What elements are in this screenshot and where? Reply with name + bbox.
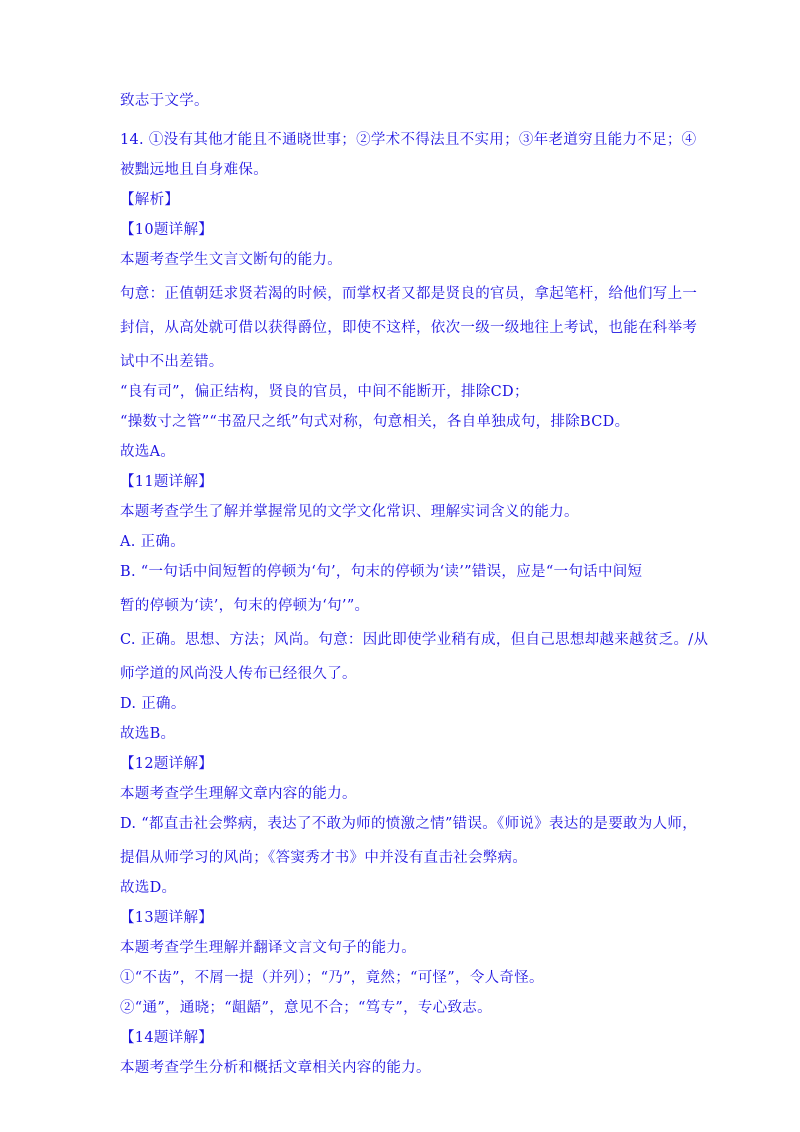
document-body	[120, 91, 709, 1078]
text-line: A. 正确。	[120, 534, 185, 550]
text-line: 提倡从师学习的风尚；《答窦秀才书》中并没有直击社会弊病。	[120, 850, 528, 866]
text-line: ②“通”，通晓；“龃龉”，意见不合；“笃专”，专心致志。	[120, 1000, 492, 1016]
text-line: 句意：正值朝廷求贤若渴的时候，而掌权者又都是贤良的官员，拿起笔杆，给他们写上一	[120, 286, 698, 302]
text-line: 14. ①没有其他才能且不通晓世事；②学术不得法且不实用；③年老道穷且能力不足；④	[120, 132, 697, 148]
text-line: D. “都直击社会弊病，表达了不敢为师的愤激之情”错误。《师说》表达的是要敢为人师，	[120, 816, 697, 832]
text-line: C. 正确。思想、方法；风尚。句意：因此即使学业稍有成，但自己思想却越来越贫乏。/从	[120, 632, 709, 648]
text-line: “操数寸之管”“书盈尺之纸”句式对称，句意相关，各自单独成句，排除BCD。	[120, 414, 630, 430]
text-line: 本题考查学生了解并掌握常见的文学文化常识、理解实词含义的能力。	[120, 504, 579, 520]
text-line: 故选A。	[120, 444, 176, 460]
text-line: 故选D。	[120, 880, 177, 896]
text-line: 被黜远地且自身难保。	[120, 162, 268, 178]
section-heading: 【14题详解】	[120, 1030, 214, 1046]
text-line: B. “一句话中间短暂的停顿为‘句’，句末的停顿为‘读’”错误，应是“一句话中间短	[120, 564, 643, 580]
text-line: 本题考查学生文言文断句的能力。	[120, 252, 342, 268]
text-line: 暂的停顿为‘读’，句末的停顿为‘句’”。	[120, 598, 370, 614]
text-line: 本题考查学生理解文章内容的能力。	[120, 786, 357, 802]
section-heading: 【13题详解】	[120, 910, 214, 926]
section-heading: 【解析】	[120, 192, 180, 208]
text-line: 故选B。	[120, 726, 176, 742]
text-line: D. 正确。	[120, 696, 186, 712]
text-line: 致志于文学。	[120, 93, 209, 109]
text-line: 师学道的风尚没人传布已经很久了。	[120, 666, 357, 682]
text-line: 本题考查学生理解并翻译文言文句子的能力。	[120, 940, 416, 956]
text-line: 试中不出差错。	[120, 354, 224, 370]
text-line: 本题考查学生分析和概括文章相关内容的能力。	[120, 1060, 431, 1076]
section-heading: 【12题详解】	[120, 756, 214, 772]
text-line: 封信，从高处就可借以获得爵位，即使不这样，依次一级一级地往上考试，也能在科举考	[120, 320, 698, 336]
text-line: ①“不齿”，不屑一提（并列）；“乃”，竟然；“可怪”，令人奇怪。	[120, 970, 544, 986]
section-heading: 【11题详解】	[120, 474, 214, 490]
text-line: “良有司”，偏正结构，贤良的官员，中间不能断开，排除CD；	[120, 384, 529, 400]
section-heading: 【10题详解】	[120, 222, 214, 238]
